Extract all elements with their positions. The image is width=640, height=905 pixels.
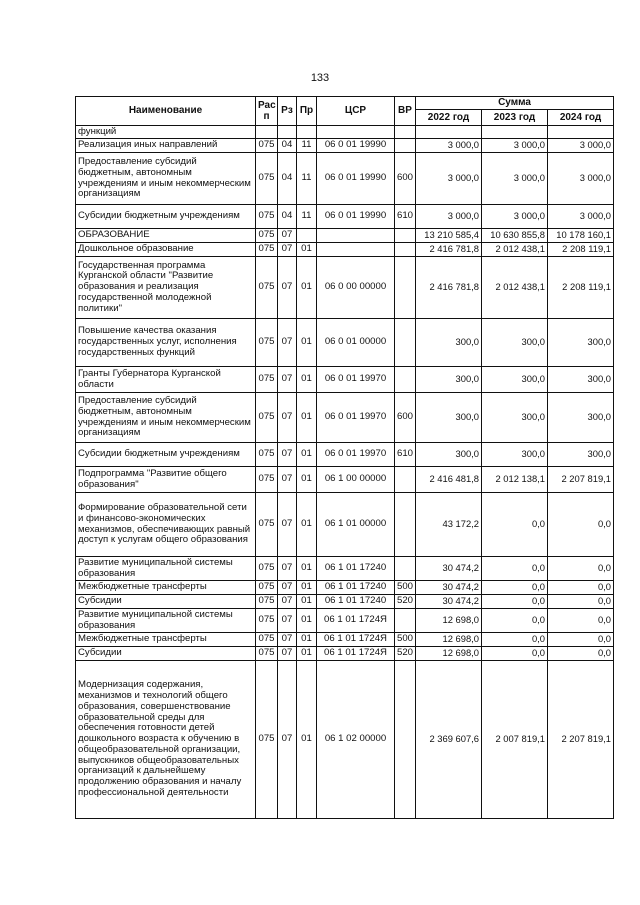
row-sum-2024: 2 208 119,1	[548, 257, 614, 319]
table-row	[76, 595, 614, 609]
row-pr	[297, 229, 317, 243]
row-sum-2024	[548, 126, 614, 139]
row-vr: 600	[395, 393, 416, 443]
row-vr: 500	[395, 633, 416, 647]
header-rz: Рз	[278, 97, 297, 126]
table-row	[76, 493, 614, 557]
row-sum-2022: 30 474,2	[416, 595, 482, 609]
table-row	[76, 633, 614, 647]
row-name: Подпрограмма "Развитие общего образования"	[76, 467, 256, 493]
row-sum-2024: 10 178 160,1	[548, 229, 614, 243]
row-sum-2024: 300,0	[548, 367, 614, 393]
row-rz: 07	[278, 609, 297, 633]
row-sum-2023: 0,0	[482, 493, 548, 557]
row-pr: 01	[297, 443, 317, 467]
row-sum-2022: 30 474,2	[416, 581, 482, 595]
row-vr: 520	[395, 647, 416, 661]
row-pr: 01	[297, 367, 317, 393]
row-sum-2024: 0,0	[548, 493, 614, 557]
row-vr	[395, 367, 416, 393]
row-sum-2024: 300,0	[548, 393, 614, 443]
row-pr: 01	[297, 393, 317, 443]
table-body	[76, 126, 614, 819]
row-sum-2023: 2 012 438,1	[482, 243, 548, 257]
header-row-1	[76, 97, 614, 110]
row-name: Развитие муниципальной системы образования	[76, 557, 256, 581]
row-sum-2023: 3 000,0	[482, 205, 548, 229]
header-name: Наименование	[76, 97, 256, 126]
row-sum-2024: 300,0	[548, 319, 614, 367]
row-vr	[395, 609, 416, 633]
row-sum-2023: 3 000,0	[482, 139, 548, 153]
row-sum-2022: 12 698,0	[416, 647, 482, 661]
row-vr	[395, 319, 416, 367]
row-ras: 075	[256, 205, 278, 229]
row-vr: 600	[395, 153, 416, 205]
table-row	[76, 257, 614, 319]
row-vr: 610	[395, 205, 416, 229]
row-sum-2024: 300,0	[548, 443, 614, 467]
row-rz: 07	[278, 633, 297, 647]
row-csr: 06 1 00 00000	[317, 467, 395, 493]
table-row	[76, 557, 614, 581]
header-2024: 2024 год	[548, 110, 614, 126]
row-csr: 06 0 01 19990	[317, 205, 395, 229]
header-pr: Пр	[297, 97, 317, 126]
row-ras: 075	[256, 581, 278, 595]
row-sum-2024: 0,0	[548, 647, 614, 661]
row-sum-2022: 2 416 781,8	[416, 257, 482, 319]
row-sum-2022: 2 416 481,8	[416, 467, 482, 493]
row-ras: 075	[256, 243, 278, 257]
table-row	[76, 467, 614, 493]
row-pr: 11	[297, 205, 317, 229]
row-ras: 075	[256, 557, 278, 581]
row-sum-2023: 0,0	[482, 581, 548, 595]
row-sum-2022: 300,0	[416, 443, 482, 467]
row-vr	[395, 243, 416, 257]
row-vr	[395, 661, 416, 819]
row-csr	[317, 126, 395, 139]
row-csr: 06 0 01 19970	[317, 443, 395, 467]
row-sum-2023: 10 630 855,8	[482, 229, 548, 243]
row-csr: 06 0 01 19990	[317, 153, 395, 205]
row-sum-2023: 0,0	[482, 557, 548, 581]
row-sum-2022: 3 000,0	[416, 205, 482, 229]
row-sum-2023: 0,0	[482, 609, 548, 633]
row-ras: 075	[256, 609, 278, 633]
row-sum-2024: 3 000,0	[548, 153, 614, 205]
row-name: Гранты Губернатора Курганской области	[76, 367, 256, 393]
row-vr	[395, 557, 416, 581]
row-csr: 06 1 01 1724Я	[317, 647, 395, 661]
row-sum-2022	[416, 126, 482, 139]
row-vr	[395, 467, 416, 493]
page-number: 133	[310, 72, 330, 84]
row-name: Предоставление субсидий бюджетным, автономным учреждениям и иным некоммерческим организациям	[76, 393, 256, 443]
row-vr	[395, 257, 416, 319]
row-pr: 01	[297, 661, 317, 819]
row-pr: 01	[297, 493, 317, 557]
row-vr	[395, 493, 416, 557]
row-rz: 07	[278, 467, 297, 493]
row-name: ОБРАЗОВАНИЕ	[76, 229, 256, 243]
row-sum-2022: 300,0	[416, 319, 482, 367]
row-ras: 075	[256, 661, 278, 819]
row-sum-2024: 2 207 819,1	[548, 467, 614, 493]
row-sum-2023: 300,0	[482, 319, 548, 367]
row-sum-2023: 3 000,0	[482, 153, 548, 205]
row-vr: 500	[395, 581, 416, 595]
row-name: Модернизация содержания, механизмов и технологий общего образования, совершенствование образовательной среды для обеспечения готовности детей дошкольного возраста к обучению в общеобразовательной организации, выпускников общеобразовательных организаций к дальнейшему продолжению образования и началу профессиональной деятельности	[76, 661, 256, 819]
table-row	[76, 139, 614, 153]
row-name: Субсидии	[76, 647, 256, 661]
row-name: Повышение качества оказания государственных услуг, исполнения государственных функций	[76, 319, 256, 367]
row-sum-2023: 300,0	[482, 367, 548, 393]
row-csr	[317, 243, 395, 257]
row-ras: 075	[256, 367, 278, 393]
row-csr: 06 1 01 1724Я	[317, 609, 395, 633]
row-sum-2022: 13 210 585,4	[416, 229, 482, 243]
row-rz: 07	[278, 367, 297, 393]
row-sum-2023: 2 012 138,1	[482, 467, 548, 493]
row-name: Формирование образовательной сети и финансово-экономических механизмов, обеспечивающих равный доступ к услугам общего образования	[76, 493, 256, 557]
row-vr	[395, 139, 416, 153]
header-2022: 2022 год	[416, 110, 482, 126]
row-ras: 075	[256, 139, 278, 153]
row-ras: 075	[256, 393, 278, 443]
row-sum-2024: 3 000,0	[548, 205, 614, 229]
table-row	[76, 581, 614, 595]
row-pr: 01	[297, 319, 317, 367]
table-row	[76, 319, 614, 367]
row-pr: 01	[297, 243, 317, 257]
table-row	[76, 661, 614, 819]
row-sum-2023	[482, 126, 548, 139]
row-ras: 075	[256, 467, 278, 493]
row-ras: 075	[256, 443, 278, 467]
row-csr: 06 1 01 17240	[317, 581, 395, 595]
row-vr: 520	[395, 595, 416, 609]
row-name: Субсидии бюджетным учреждениям	[76, 205, 256, 229]
row-sum-2022: 300,0	[416, 393, 482, 443]
budget-table	[75, 96, 614, 819]
row-csr: 06 1 01 00000	[317, 493, 395, 557]
row-rz: 07	[278, 243, 297, 257]
row-vr	[395, 126, 416, 139]
table-row	[76, 205, 614, 229]
row-ras: 075	[256, 595, 278, 609]
row-name: Развитие муниципальной системы образования	[76, 609, 256, 633]
row-ras: 075	[256, 633, 278, 647]
row-sum-2023: 2 007 819,1	[482, 661, 548, 819]
row-name: функций	[76, 126, 256, 139]
row-sum-2024: 0,0	[548, 557, 614, 581]
header-sum: Сумма	[416, 97, 614, 110]
row-pr: 01	[297, 467, 317, 493]
row-sum-2022: 2 416 781,8	[416, 243, 482, 257]
row-rz: 07	[278, 393, 297, 443]
table-row	[76, 393, 614, 443]
row-pr: 01	[297, 633, 317, 647]
row-name: Межбюджетные трансферты	[76, 633, 256, 647]
row-rz	[278, 126, 297, 139]
row-sum-2024: 2 208 119,1	[548, 243, 614, 257]
row-name: Реализация иных направлений	[76, 139, 256, 153]
row-csr: 06 0 01 19970	[317, 367, 395, 393]
row-name: Государственная программа Курганской области "Развитие образования и реализация государственной молодежной политики"	[76, 257, 256, 319]
row-csr: 06 1 01 17240	[317, 595, 395, 609]
row-pr: 01	[297, 595, 317, 609]
row-csr	[317, 229, 395, 243]
row-rz: 04	[278, 139, 297, 153]
row-sum-2023: 0,0	[482, 595, 548, 609]
row-sum-2024: 0,0	[548, 581, 614, 595]
row-sum-2022: 300,0	[416, 367, 482, 393]
row-sum-2022: 3 000,0	[416, 139, 482, 153]
row-pr: 01	[297, 609, 317, 633]
row-pr: 01	[297, 581, 317, 595]
row-pr: 11	[297, 153, 317, 205]
row-pr: 01	[297, 647, 317, 661]
row-sum-2023: 0,0	[482, 633, 548, 647]
row-pr	[297, 126, 317, 139]
row-ras: 075	[256, 153, 278, 205]
row-sum-2023: 300,0	[482, 443, 548, 467]
header-ras: Рас п	[256, 97, 278, 126]
header-2023: 2023 год	[482, 110, 548, 126]
header-csr: ЦСР	[317, 97, 395, 126]
row-rz: 07	[278, 557, 297, 581]
row-rz: 07	[278, 443, 297, 467]
row-ras: 075	[256, 257, 278, 319]
row-name: Предоставление субсидий бюджетным, автономным учреждениям и иным некоммерческим организациям	[76, 153, 256, 205]
row-name: Межбюджетные трансферты	[76, 581, 256, 595]
row-rz: 07	[278, 661, 297, 819]
header-vr: ВР	[395, 97, 416, 126]
row-pr: 01	[297, 557, 317, 581]
row-rz: 04	[278, 153, 297, 205]
row-name: Субсидии бюджетным учреждениям	[76, 443, 256, 467]
table-row	[76, 647, 614, 661]
row-sum-2023: 300,0	[482, 393, 548, 443]
row-sum-2022: 43 172,2	[416, 493, 482, 557]
row-rz: 07	[278, 647, 297, 661]
row-vr	[395, 229, 416, 243]
table-row	[76, 243, 614, 257]
table-row	[76, 229, 614, 243]
row-ras: 075	[256, 319, 278, 367]
row-sum-2024: 2 207 819,1	[548, 661, 614, 819]
row-sum-2024: 0,0	[548, 595, 614, 609]
row-rz: 07	[278, 229, 297, 243]
row-rz: 07	[278, 493, 297, 557]
row-sum-2022: 12 698,0	[416, 633, 482, 647]
row-ras: 075	[256, 647, 278, 661]
row-ras: 075	[256, 229, 278, 243]
row-ras	[256, 126, 278, 139]
table-row	[76, 153, 614, 205]
row-name: Дошкольное образование	[76, 243, 256, 257]
row-rz: 07	[278, 319, 297, 367]
row-sum-2024: 3 000,0	[548, 139, 614, 153]
row-sum-2022: 3 000,0	[416, 153, 482, 205]
row-sum-2023: 2 012 438,1	[482, 257, 548, 319]
table-row	[76, 367, 614, 393]
row-pr: 01	[297, 257, 317, 319]
row-pr: 11	[297, 139, 317, 153]
row-rz: 07	[278, 595, 297, 609]
row-sum-2023: 0,0	[482, 647, 548, 661]
row-csr: 06 1 01 1724Я	[317, 633, 395, 647]
row-rz: 04	[278, 205, 297, 229]
row-csr: 06 0 00 00000	[317, 257, 395, 319]
row-sum-2024: 0,0	[548, 609, 614, 633]
row-sum-2022: 12 698,0	[416, 609, 482, 633]
table-row	[76, 126, 614, 139]
row-rz: 07	[278, 257, 297, 319]
row-ras: 075	[256, 493, 278, 557]
row-csr: 06 0 01 00000	[317, 319, 395, 367]
row-csr: 06 0 01 19990	[317, 139, 395, 153]
row-name: Субсидии	[76, 595, 256, 609]
row-sum-2022: 30 474,2	[416, 557, 482, 581]
row-sum-2024: 0,0	[548, 633, 614, 647]
row-csr: 06 0 01 19970	[317, 393, 395, 443]
row-csr: 06 1 01 17240	[317, 557, 395, 581]
table-row	[76, 609, 614, 633]
row-vr: 610	[395, 443, 416, 467]
row-csr: 06 1 02 00000	[317, 661, 395, 819]
row-sum-2022: 2 369 607,6	[416, 661, 482, 819]
table-row	[76, 443, 614, 467]
row-rz: 07	[278, 581, 297, 595]
